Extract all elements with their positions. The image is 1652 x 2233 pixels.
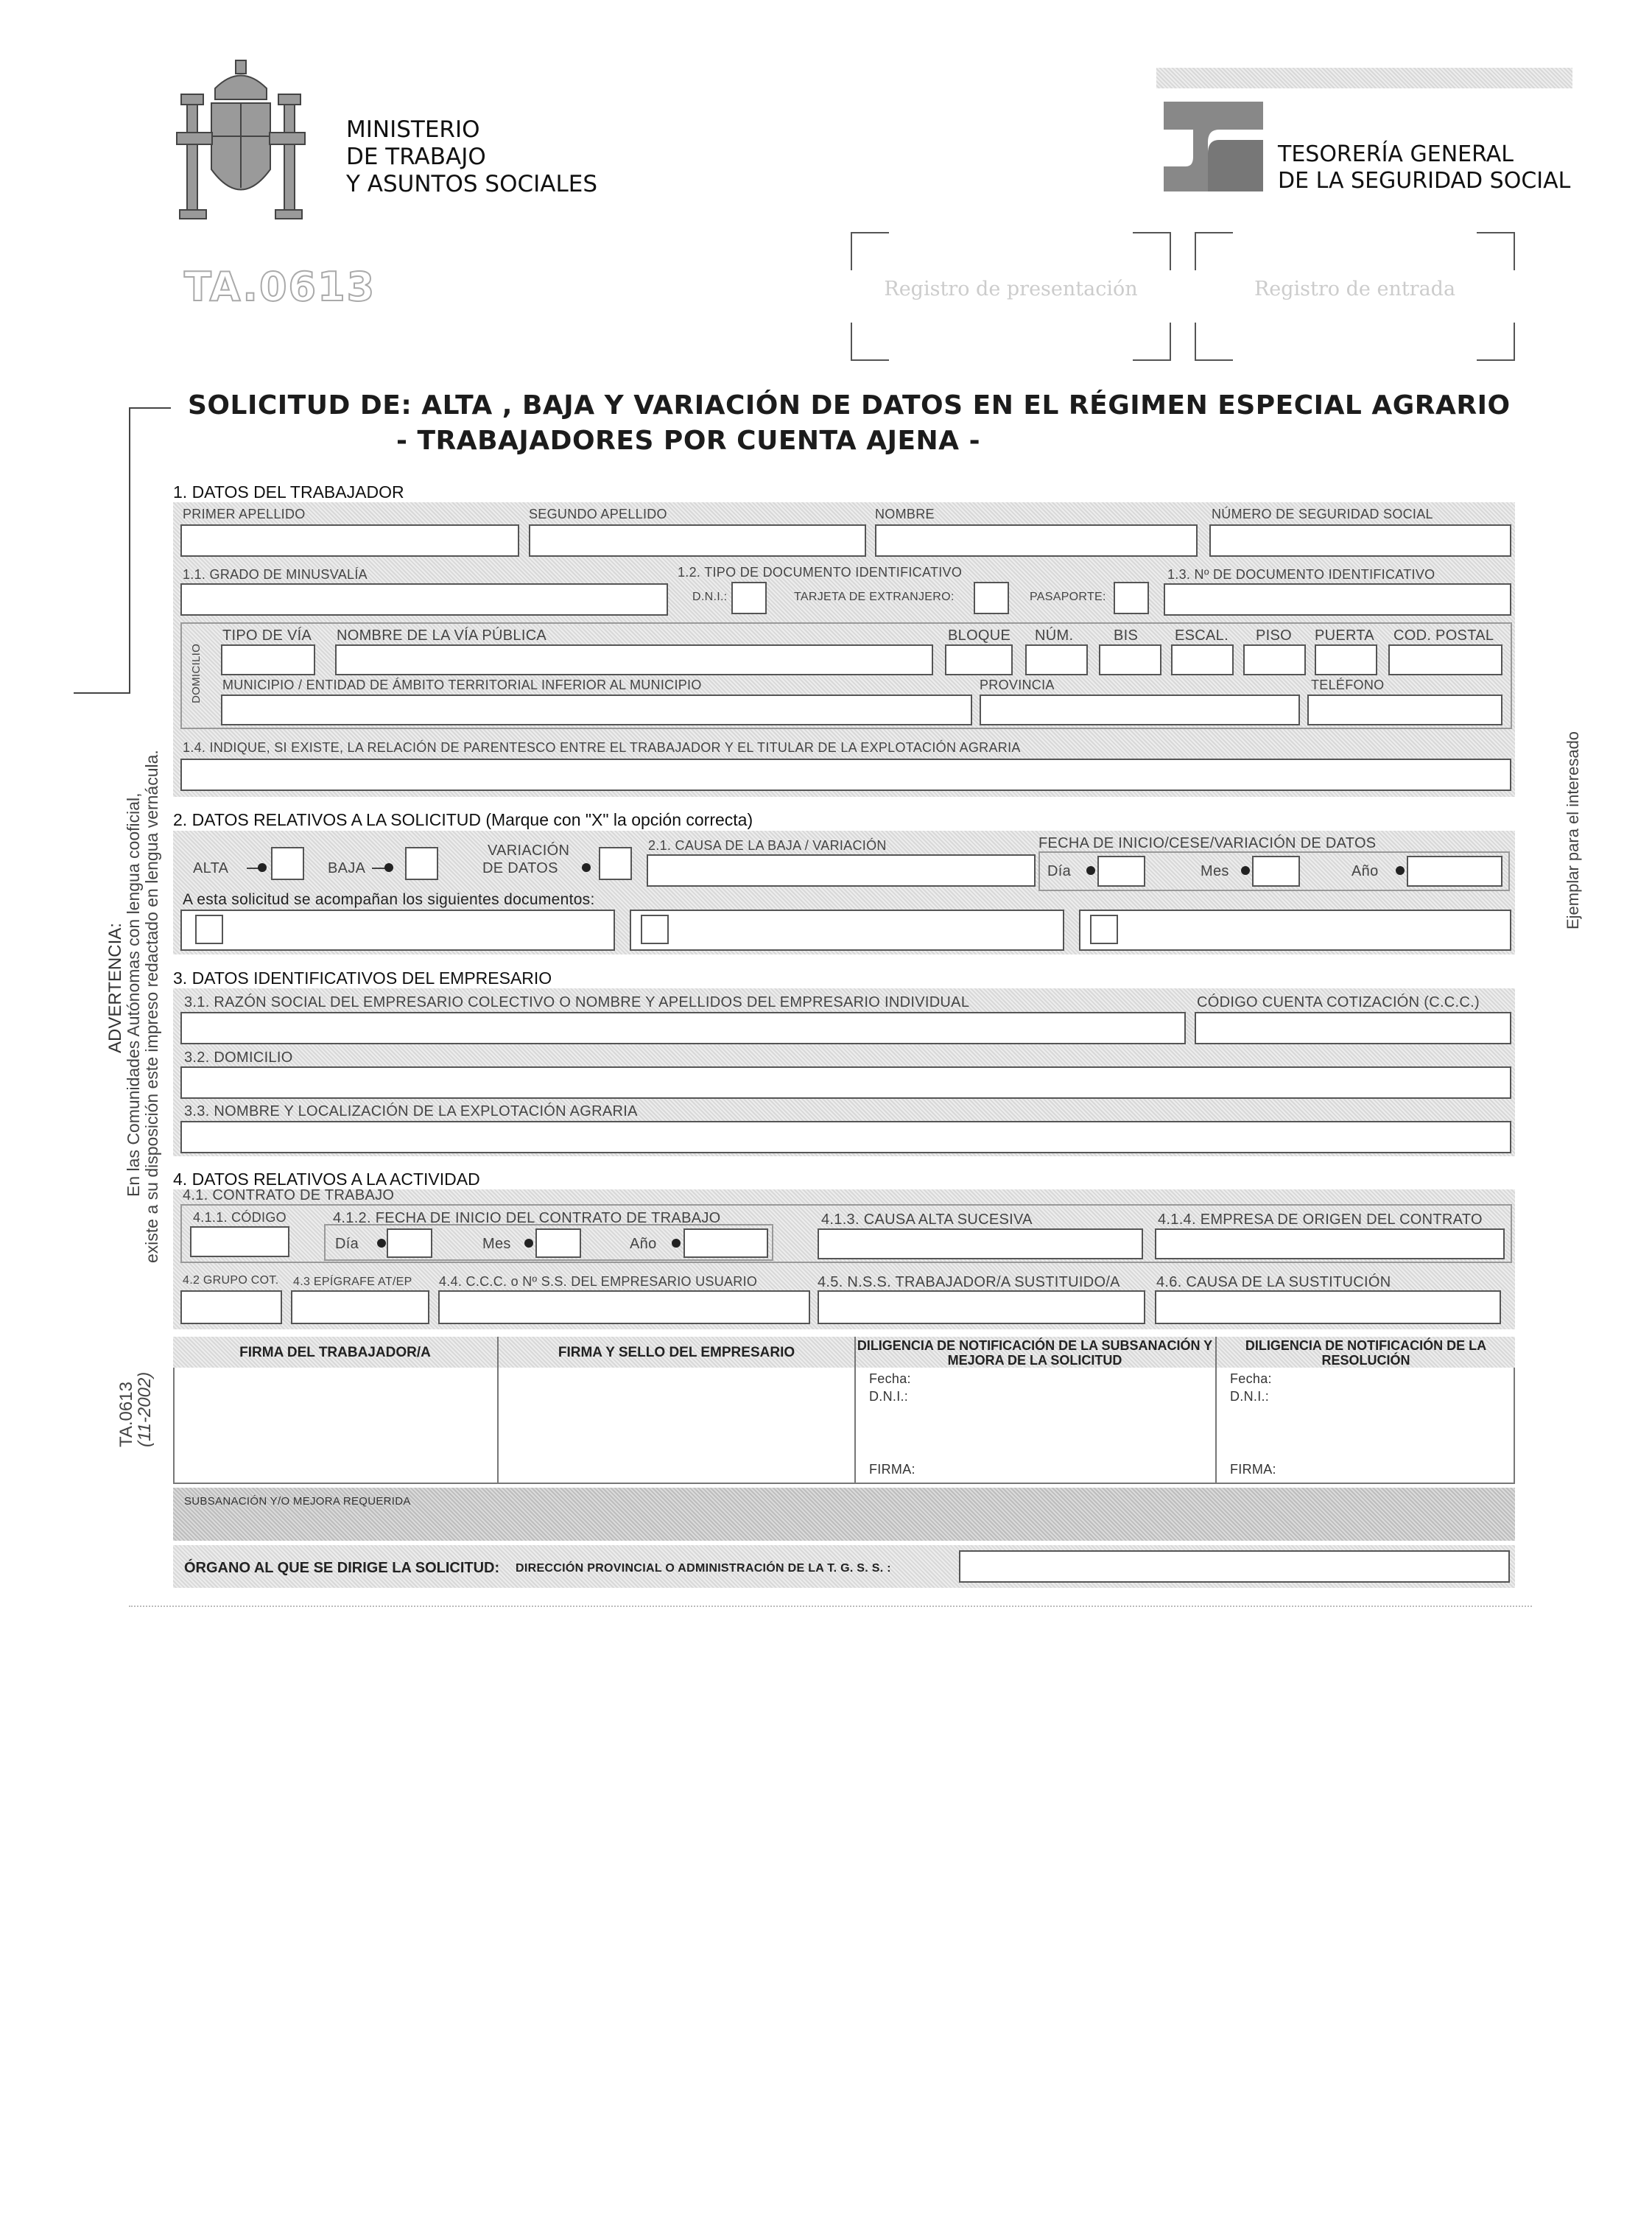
label-pasaporte: PASAPORTE: <box>1030 591 1106 603</box>
label-alta: ALTA <box>193 860 229 876</box>
label-causa-sustitucion: 4.6. CAUSA DE LA SUSTITUCIÓN <box>1156 1274 1391 1290</box>
bloque-field[interactable] <box>945 644 1013 675</box>
section-1-title: 1. DATOS DEL TRABAJADOR <box>173 482 404 502</box>
label-ccc-usuario: 4.4. C.C.C. o Nº S.S. DEL EMPRESARIO USUARIO <box>439 1274 758 1289</box>
razon-social-field[interactable] <box>180 1012 1186 1044</box>
grupo-cot-field[interactable] <box>180 1290 282 1324</box>
ministry-line-3: Y ASUNTOS SOCIALES <box>346 171 598 197</box>
diligencia1-dni-label: D.N.I.: <box>869 1389 909 1404</box>
fecha-ano-field[interactable] <box>1407 856 1502 887</box>
label-telefono: TELÉFONO <box>1311 678 1385 692</box>
causa-alta-field[interactable] <box>818 1228 1143 1259</box>
domicilio-empresario-field[interactable] <box>180 1066 1511 1099</box>
section-4-title: 4. DATOS RELATIVOS A LA ACTIVIDAD <box>173 1170 480 1189</box>
epigrafe-field[interactable] <box>291 1290 429 1324</box>
tgss-line-1: TESORERÍA GENERAL <box>1278 141 1514 167</box>
contrato-dia-field[interactable] <box>387 1228 432 1258</box>
label-nss: NÚMERO DE SEGURIDAD SOCIAL <box>1212 507 1433 521</box>
baja-checkbox[interactable] <box>405 847 438 880</box>
label-bis: BIS <box>1114 627 1139 644</box>
label-bloque: BLOQUE <box>948 627 1011 644</box>
advertencia-label: ADVERTENCIA: <box>105 923 125 1053</box>
contrato-ano-field[interactable] <box>683 1228 768 1258</box>
baja-bullet-icon <box>384 863 393 872</box>
documento-1-field[interactable] <box>180 910 615 951</box>
alta-checkbox[interactable] <box>271 847 304 880</box>
contrato-mes-field[interactable] <box>535 1228 581 1258</box>
primer-apellido-field[interactable] <box>180 524 519 557</box>
label-cod-postal: COD. POSTAL <box>1393 627 1494 644</box>
ministry-name <box>346 116 597 198</box>
label-fecha-inicio-contrato: 4.1.2. FECHA DE INICIO DEL CONTRATO DE TRABAJO <box>333 1210 721 1226</box>
advertencia-line-1: En las Comunidades Autónomas con lengua cooficial, <box>124 792 143 1197</box>
label-razon-social: 3.1. RAZÓN SOCIAL DEL EMPRESARIO COLECTIVO O NOMBRE Y APELLIDOS DEL EMPRESARIO INDIVIDUAL <box>184 994 970 1010</box>
label-codigo: 4.1.1. CÓDIGO <box>193 1210 287 1225</box>
bis-field[interactable] <box>1099 644 1161 675</box>
label-variacion-2: DE DATOS <box>482 860 558 876</box>
diligencia2-firma-label: FIRMA: <box>1230 1462 1276 1477</box>
coat-of-arms-icon <box>171 59 311 225</box>
documento-1-checkbox[interactable] <box>195 915 223 944</box>
label-causa-baja: 2.1. CAUSA DE LA BAJA / VARIACIÓN <box>648 838 887 853</box>
documento-2-checkbox[interactable] <box>641 915 669 944</box>
organo-label: ÓRGANO AL QUE SE DIRIGE LA SOLICITUD: <box>184 1560 500 1576</box>
subsanacion-label: SUBSANACIÓN Y/O MEJORA REQUERIDA <box>184 1495 411 1508</box>
nombre-via-field[interactable] <box>335 644 933 675</box>
fecha-mes-field[interactable] <box>1252 856 1300 887</box>
ministry-line-1: MINISTERIO <box>346 116 480 143</box>
registro-entrada-box[interactable] <box>1195 232 1515 361</box>
label-primer-apellido: PRIMER APELLIDO <box>183 507 306 521</box>
label-tipo-via: TIPO DE VÍA <box>222 627 312 644</box>
tgss-name <box>1278 141 1570 194</box>
label-baja: BAJA <box>328 860 366 876</box>
cod-postal-field[interactable] <box>1388 644 1502 675</box>
tgss-top-bar <box>1156 68 1572 88</box>
label-num-documento: 1.3. Nº DE DOCUMENTO IDENTIFICATIVO <box>1167 567 1435 582</box>
label-nss-sustituido: 4.5. N.S.S. TRABAJADOR/A SUSTITUIDO/A <box>818 1274 1120 1290</box>
explotacion-field[interactable] <box>180 1121 1511 1153</box>
diligencia1-fecha-label: Fecha: <box>869 1371 911 1386</box>
nss-sustituido-field[interactable] <box>818 1290 1145 1324</box>
diligencia-resolucion-header: DILIGENCIA DE NOTIFICACIÓN DE LA RESOLUCIÓN <box>1245 1338 1487 1368</box>
label-variacion-1: VARIACIÓN <box>488 843 570 859</box>
registro-entrada-label: Registro de entrada <box>1254 278 1456 300</box>
diligencia-subsanacion-header: DILIGENCIA DE NOTIFICACIÓN DE LA SUBSANACIÓN Y MEJORA DE LA SOLICITUD <box>857 1338 1213 1368</box>
label-dni: D.N.I.: <box>692 591 728 603</box>
firma-trabajador-area[interactable] <box>175 1369 496 1483</box>
bottom-dotted-line <box>129 1606 1532 1607</box>
label-piso: PISO <box>1256 627 1292 644</box>
label-escal: ESCAL. <box>1175 627 1229 644</box>
sidebar-form-code: TA.0613 <box>116 1382 136 1447</box>
label-tipo-documento: 1.2. TIPO DE DOCUMENTO IDENTIFICATIVO <box>678 565 963 580</box>
pasaporte-checkbox[interactable] <box>1114 582 1149 614</box>
label-domicilio-empresario: 3.2. DOMICILIO <box>184 1049 293 1066</box>
variacion-bullet-icon <box>582 863 591 872</box>
label-municipio: MUNICIPIO / ENTIDAD DE ÁMBITO TERRITORIAL INFERIOR AL MUNICIPIO <box>222 678 702 692</box>
variacion-checkbox[interactable] <box>599 847 632 880</box>
ministry-line-2: DE TRABAJO <box>346 144 486 170</box>
dia-bullet-icon <box>1086 866 1095 875</box>
documento-3-field[interactable] <box>1079 910 1511 951</box>
tipo-via-field[interactable] <box>221 644 315 675</box>
form-title-line-2: - TRABAJADORES POR CUENTA AJENA - <box>396 426 981 456</box>
contrato-mes-bullet-icon <box>524 1239 533 1248</box>
label-epigrafe: 4.3 EPÍGRAFE AT/EP <box>293 1276 412 1288</box>
label-mes: Mes <box>1201 863 1229 879</box>
label-explotacion: 3.3. NOMBRE Y LOCALIZACIÓN DE LA EXPLOTACIÓN AGRARIA <box>184 1103 638 1119</box>
domicilio-vertical-label: DOMICILIO <box>190 643 203 703</box>
fold-bracket <box>129 407 171 694</box>
documento-2-field[interactable] <box>630 910 1064 951</box>
firma-empresario-area[interactable] <box>499 1369 853 1483</box>
section-2-title: 2. DATOS RELATIVOS A LA SOLICITUD (Marque con "X" la opción correcta) <box>173 810 753 829</box>
firma-trabajador-header: FIRMA DEL TRABAJADOR/A <box>239 1345 431 1360</box>
diligencia2-dni-label: D.N.I.: <box>1230 1389 1270 1404</box>
diligencia2-fecha-label: Fecha: <box>1230 1371 1272 1386</box>
tgss-logo-icon <box>1164 102 1263 191</box>
label-tarjeta-extranjero: TARJETA DE EXTRANJERO: <box>794 591 955 603</box>
tgss-line-2: DE LA SEGURIDAD SOCIAL <box>1278 168 1571 194</box>
causa-sustitucion-field[interactable] <box>1155 1290 1501 1324</box>
label-segundo-apellido: SEGUNDO APELLIDO <box>529 507 667 521</box>
label-documentos: A esta solicitud se acompañan los siguientes documentos: <box>183 891 595 908</box>
num-documento-field[interactable] <box>1164 583 1511 616</box>
ccc-field[interactable] <box>1195 1012 1511 1044</box>
causa-baja-field[interactable] <box>647 854 1036 887</box>
label-provincia: PROVINCIA <box>980 678 1055 692</box>
label-ccc: CÓDIGO CUENTA COTIZACIÓN (C.C.C.) <box>1197 994 1480 1010</box>
nss-field[interactable] <box>1209 524 1511 557</box>
nombre-field[interactable] <box>875 524 1198 557</box>
label-nombre-via: NOMBRE DE LA VÍA PÚBLICA <box>337 627 547 644</box>
codigo-contrato-field[interactable] <box>190 1226 289 1257</box>
label-nombre: NOMBRE <box>875 507 935 521</box>
fecha-dia-field[interactable] <box>1097 856 1145 887</box>
sidebar-form-date: (11-2002) <box>135 1371 155 1447</box>
organo-field[interactable] <box>959 1550 1510 1583</box>
diligencia1-firma-label: FIRMA: <box>869 1462 915 1477</box>
empresa-origen-field[interactable] <box>1155 1228 1505 1259</box>
puerta-field[interactable] <box>1315 644 1377 675</box>
label-empresa-origen: 4.1.4. EMPRESA DE ORIGEN DEL CONTRATO <box>1158 1212 1483 1228</box>
municipio-field[interactable] <box>221 694 972 725</box>
dni-checkbox[interactable] <box>731 582 767 614</box>
grado-minusvalia-field[interactable] <box>180 583 668 616</box>
escal-field[interactable] <box>1171 644 1234 675</box>
label-puerta: PUERTA <box>1315 627 1375 644</box>
label-contrato-mes: Mes <box>482 1236 511 1252</box>
contrato-ano-bullet-icon <box>672 1239 681 1248</box>
label-grupo-cot: 4.2 GRUPO COT. <box>183 1274 279 1287</box>
organo-sublabel: DIRECCIÓN PROVINCIAL O ADMINISTRACIÓN DE LA T. G. S. S. : <box>516 1562 891 1575</box>
provincia-field[interactable] <box>980 694 1300 725</box>
label-contrato-ano: Año <box>630 1236 657 1252</box>
firma-empresario-header: FIRMA Y SELLO DEL EMPRESARIO <box>558 1345 795 1360</box>
fold-mark <box>74 692 130 694</box>
ano-bullet-icon <box>1396 866 1405 875</box>
advertencia-line-2: existe a su disposición este impreso redactado en lengua vernácula. <box>142 750 161 1263</box>
registro-presentacion-box[interactable] <box>851 232 1171 361</box>
label-ano: Año <box>1352 863 1379 879</box>
piso-field[interactable] <box>1243 644 1306 675</box>
contrato-dia-bullet-icon <box>377 1239 386 1248</box>
alta-bullet-icon <box>258 863 267 872</box>
ejemplar-interesado-label: Ejemplar para el interesado <box>1564 731 1582 929</box>
documento-3-checkbox[interactable] <box>1090 915 1118 944</box>
section-3-title: 3. DATOS IDENTIFICATIVOS DEL EMPRESARIO <box>173 968 552 988</box>
label-contrato: 4.1. CONTRATO DE TRABAJO <box>183 1187 395 1203</box>
label-grado-minusvalia: 1.1. GRADO DE MINUSVALÍA <box>183 567 368 582</box>
label-fecha-inicio-cese: FECHA DE INICIO/CESE/VARIACIÓN DE DATOS <box>1038 835 1377 851</box>
ccc-usuario-field[interactable] <box>438 1290 810 1324</box>
form-code: TA.0613 <box>184 264 376 310</box>
segundo-apellido-field[interactable] <box>529 524 866 557</box>
label-causa-alta: 4.1.3. CAUSA ALTA SUCESIVA <box>821 1212 1033 1228</box>
num-field[interactable] <box>1025 644 1088 675</box>
mes-bullet-icon <box>1241 866 1250 875</box>
registro-presentacion-label: Registro de presentación <box>884 278 1138 300</box>
form-title-line-1: SOLICITUD DE: ALTA , BAJA Y VARIACIÓN DE DATOS EN EL RÉGIMEN ESPECIAL AGRARIO <box>188 390 1511 421</box>
tarjeta-extranjero-checkbox[interactable] <box>974 582 1009 614</box>
label-num: NÚM. <box>1035 627 1074 644</box>
label-contrato-dia: Día <box>335 1236 359 1252</box>
telefono-field[interactable] <box>1307 694 1502 725</box>
label-parentesco: 1.4. INDIQUE, SI EXISTE, LA RELACIÓN DE PARENTESCO ENTRE EL TRABAJADOR Y EL TITULAR DE LA EXPLOTACIÓN AGRARIA <box>183 740 1021 755</box>
parentesco-field[interactable] <box>180 759 1511 791</box>
label-dia: Día <box>1047 863 1072 879</box>
